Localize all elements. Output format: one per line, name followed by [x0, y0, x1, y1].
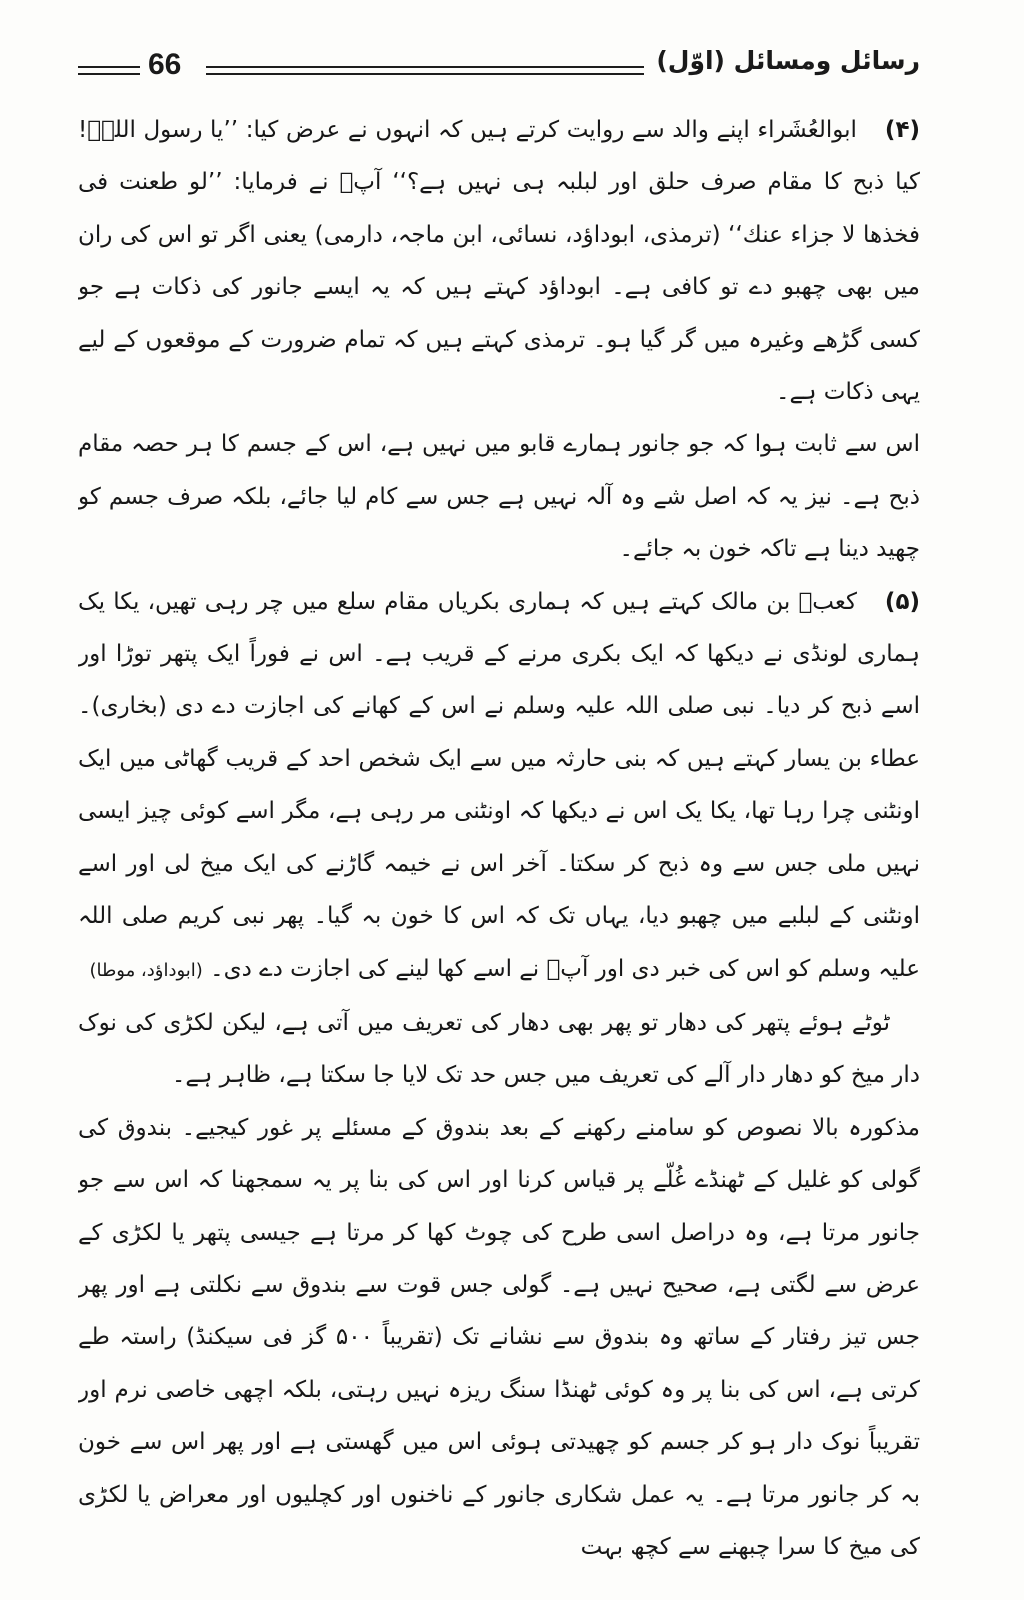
header-rule: [206, 66, 644, 68]
running-title: رسائل ومسائل (اوّل): [656, 46, 920, 75]
paragraph-marker: (۵): [884, 588, 920, 615]
paragraph-5: [78, 576, 920, 997]
paragraph-text: مذکورہ بالا نصوص کو سامنے رکھنے کے بعد بندوق کے مسئلے پر غور کیجیے۔ بندوق کی گولی کو غلیل کے ٹھنڈے غُلّے پر قیاس کرنا اور اس کی بنا پر یہ سمجھنا کہ اس سے جو جانور مرتا ہے، وہ دراصل اسی طرح کی چوٹ کھا کر مرتا ہے جیسی پتھر یا لکڑی کے عرض سے لگتی ہے، صحیح نہیں ہے۔ گولی جس قوت سے بندوق سے نکلتی ہے اور پھر جس تیز رفتار کے ساتھ وہ بندوق سے نشانے تک (تقریباً ۵۰۰ گز فی سیکنڈ) راستہ طے کرتی ہے، اس کی بنا پر وہ کوئی ٹھنڈا سنگ ریزہ نہیں رہتی، بلکہ اچھی خاصی نرم اور تقریباً نوک دار ہو کر جسم کو چھیدتی ہوئی اس میں گھستی ہے اور پھر اس سے خون بہ کر جانور مرتا ہے۔ یہ عمل شکاری جانور کے ناخنوں اور کچلیوں اور معراض یا لکڑی کی میخ کا سرا چبھنے سے کچھ بہت: [78, 1114, 920, 1560]
header-rule: [78, 73, 140, 75]
paragraph-conclusion-1: [78, 418, 920, 575]
paragraph-4: [78, 104, 920, 418]
paragraph-marker: (۴): [884, 117, 920, 143]
header-rule: [78, 66, 140, 68]
source-reference: (ابوداؤد، موطا): [89, 959, 203, 981]
page-body: [78, 104, 920, 1574]
paragraph-text: ابوالعُشَراء اپنے والد سے روایت کرتے ہیں کہ انہوں نے عرض کیا: ’’یا رسول اللہؐ! کیا ذبح کا مقام صرف حلق اور لبلبہ ہی نہیں ہے؟‘‘ آپؐ نے فرمایا: ’’لو طعنت فی فخذھا لا جزاء عنك‘‘ (ترمذی، ابوداؤد، نسائی، ابن ماجہ، دارمی) یعنی اگر تو اس کی ران میں بھی چھبو دے تو کافی ہے۔ ابوداؤد کہتے ہیں کہ یہ ایسے جانور کی ذکات ہے جو کسی گڑھے وغیرہ میں گر گیا ہو۔ ترمذی کہتے ہیں کہ تمام ضرورت کے موقعوں کے لیے یہی ذکات ہے۔: [78, 117, 920, 406]
paragraph-text: ٹوٹے ہوئے پتھر کی دھار تو پھر بھی دھار کی تعریف میں آتی ہے، لیکن لکڑی کی نوک دار میخ کو دھار دار آلے کی تعریف میں جس حد تک لایا جا سکتا ہے، ظاہر ہے۔: [78, 1009, 920, 1089]
page-number: 66: [148, 48, 182, 81]
paragraph-remark: [78, 997, 920, 1102]
paragraph-text: کعبؓ بن مالک کہتے ہیں کہ ہماری بکریاں مقام سلع میں چر رہی تھیں، یکا یک ہماری لونڈی نے دیکھا کہ ایک بکری مرنے کے قریب ہے۔ اس نے فوراً ایک پتھر توڑا اور اسے ذبح کر دیا۔ نبی صلی اللہ علیہ وسلم نے اس کے کھانے کی اجازت دے دی (بخاری)۔ عطاء بن یسار کہتے ہیں کہ بنی حارثہ میں سے ایک شخص احد کے قریب گھاٹی میں ایک اونٹنی چرا رہا تھا، یکا یک اس نے دیکھا کہ اونٹنی مر رہی ہے، مگر اسے کوئی چیز ایسی نہیں ملی جس سے وہ ذبح کر سکتا۔ آخر اس نے خیمہ گاڑنے کی ایک میخ لی اور اسے اونٹنی کے لبلبے میں چھبو دیا، یہاں تک کہ اس کا خون بہ گیا۔ پھر نبی کریم صلی اللہ علیہ وسلم کو اس کی خبر دی اور آپؐ نے اسے کھا لینے کی اجازت دے دی۔: [78, 588, 920, 982]
header-rule: [206, 73, 644, 75]
paragraph-bullet-discussion: [78, 1102, 920, 1574]
paragraph-text: اس سے ثابت ہوا کہ جو جانور ہمارے قابو میں نہیں ہے، اس کے جسم کا ہر حصہ مقام ذبح ہے۔ نیز یہ کہ اصل شے وہ آلہ نہیں ہے جس سے کام لیا جائے، بلکہ صرف جسم کو چھید دینا ہے تاکہ خون بہ جائے۔: [78, 431, 920, 563]
page-header: [78, 44, 920, 94]
